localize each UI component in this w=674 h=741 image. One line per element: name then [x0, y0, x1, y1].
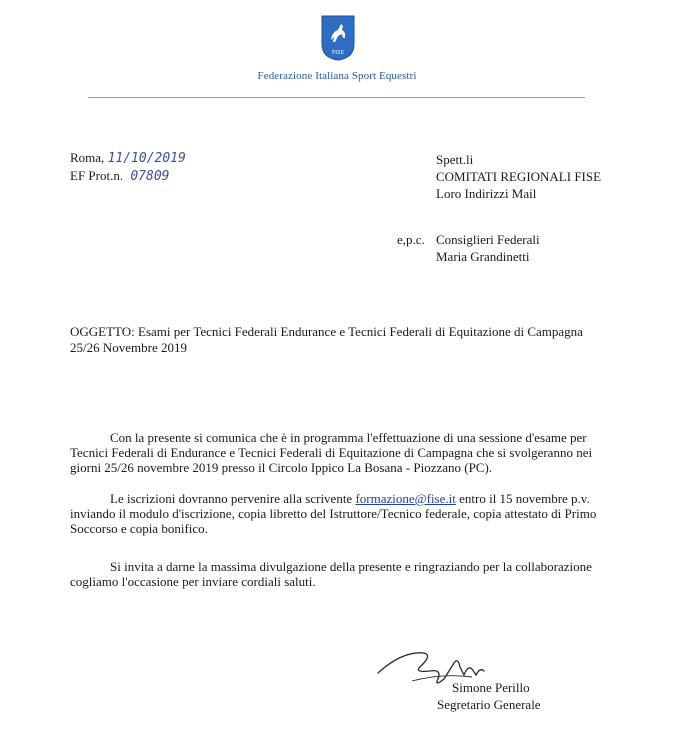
organization-name: Federazione Italiana Sport Equestri — [257, 70, 417, 82]
header-divider — [88, 97, 585, 98]
fise-logo — [318, 14, 358, 62]
handwritten-protocol-number: 07809 — [130, 169, 170, 184]
handwritten-date: 11/10/2019 — [107, 151, 186, 166]
cc-line-2: Maria Grandinetti — [436, 249, 530, 264]
subject-line-2: 25/26 Novembre 2019 — [70, 340, 187, 355]
paragraph-text: entro il 15 novembre p.v. — [459, 491, 590, 506]
paragraph-line — [70, 491, 624, 506]
paragraph-line: inviando il modulo d'iscrizione, copia libretto del Istruttore/Tecnico federale, copia attestato di Primo — [70, 506, 597, 521]
paragraph-line: Tecnici Federali di Endurance e Tecnici Federali di Equitazione di Campagna che si svolgeranno nei — [70, 445, 593, 460]
place-date-line — [70, 150, 186, 166]
paragraph-line: cogliamo l'occasione per inviare cordiali saluti. — [70, 574, 316, 589]
cc-line-1: Consiglieri Federali — [436, 232, 540, 247]
body-paragraph-3 — [70, 559, 624, 589]
paragraph-line: Soccorso e copia bonifico. — [70, 521, 208, 536]
signatory-title: Segretario Generale — [437, 697, 541, 712]
logo-text: FISE — [331, 50, 345, 56]
cc-label: e,p.c. — [397, 232, 425, 247]
paragraph-text: Le iscrizioni dovranno pervenire alla scrivente — [110, 491, 353, 506]
recipient-line-2: Loro Indirizzi Mail — [436, 186, 537, 201]
signatory-name: Simone Perillo — [452, 680, 530, 695]
protocol-label: EF Prot.n. — [70, 168, 124, 183]
salutation: Spett.li — [436, 152, 474, 167]
subject-line-1: OGGETTO: Esami per Tecnici Federali Endurance e Tecnici Federali di Equitazione di Campagna — [70, 324, 583, 339]
paragraph-line: Si invita a darne la massima divulgazione della presente e ringraziando per la collaborazione — [110, 559, 592, 574]
body-paragraph-2 — [70, 491, 624, 536]
paragraph-line: Con la presente si comunica che è in programma l'effettuazione di una sessione d'esame per — [110, 430, 587, 445]
body-paragraph-1 — [70, 430, 624, 475]
paragraph-line: giorni 25/26 novembre 2019 presso il Circolo Ippico La Bosana - Piozzano (PC). — [70, 460, 493, 475]
protocol-line — [70, 168, 169, 184]
recipient-line-1: COMITATI REGIONALI FISE — [436, 169, 602, 184]
email-link[interactable]: formazione@fise.it — [355, 491, 456, 506]
place-label: Roma, — [70, 150, 105, 165]
